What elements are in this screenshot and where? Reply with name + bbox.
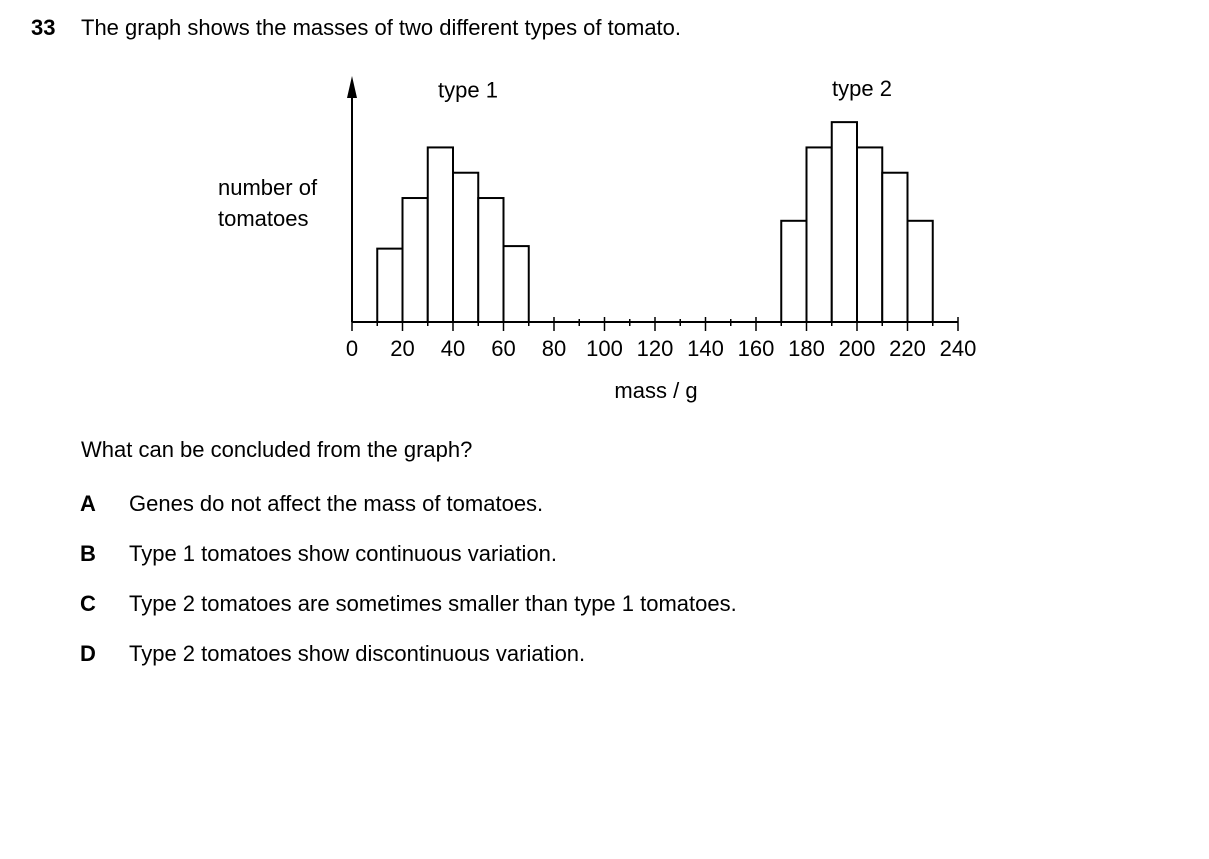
x-tick-label: 220 xyxy=(889,336,926,361)
histogram-bar xyxy=(403,198,428,322)
histogram-bar xyxy=(428,147,453,322)
y-axis-label: tomatoes xyxy=(218,206,309,231)
y-axis-label: number of xyxy=(218,175,318,200)
x-tick-label: 0 xyxy=(345,336,359,361)
x-tick-label: 180 xyxy=(788,336,825,361)
histogram-bar xyxy=(781,221,806,322)
histogram-bar xyxy=(882,173,907,322)
option-text: Type 1 tomatoes show continuous variation. xyxy=(129,541,558,566)
option-letter: B xyxy=(80,541,96,566)
question-prompt: What can be concluded from the graph? xyxy=(81,437,473,462)
x-tick-label: 140 xyxy=(687,336,724,361)
histogram-bar xyxy=(478,198,503,322)
x-tick-label: 200 xyxy=(838,336,876,361)
option-text: Type 2 tomatoes are sometimes smaller than type 1 tomatoes. xyxy=(129,591,737,616)
histogram-bar xyxy=(504,246,529,322)
histogram-chart xyxy=(0,0,1209,420)
option-letter: D xyxy=(80,641,96,666)
option-letter: C xyxy=(80,591,96,616)
histogram-bar xyxy=(453,173,478,322)
histogram-bar xyxy=(807,147,832,322)
x-axis-label: mass / g xyxy=(614,378,698,403)
option-text: Genes do not affect the mass of tomatoes. xyxy=(129,491,544,516)
x-tick-label: 60 xyxy=(491,336,516,361)
question-text: The graph shows the masses of two different types of tomato. xyxy=(81,15,682,40)
x-tick-label: 160 xyxy=(737,336,775,361)
x-tick-label: 80 xyxy=(541,336,567,361)
y-axis-arrow-icon xyxy=(347,76,357,98)
option-letter: A xyxy=(80,491,96,516)
series-label: type 1 xyxy=(438,77,498,103)
histogram-bar xyxy=(908,221,933,322)
question-number: 33 xyxy=(31,15,56,40)
x-tick-label: 100 xyxy=(586,336,623,361)
x-tick-label: 40 xyxy=(440,336,466,361)
histogram-bar xyxy=(832,122,857,322)
x-tick-label: 240 xyxy=(939,336,977,361)
x-tick-label: 20 xyxy=(390,336,415,361)
x-tick-label: 120 xyxy=(636,336,674,361)
histogram-bar xyxy=(857,147,882,322)
series-label: type 2 xyxy=(832,76,892,102)
histogram-bar xyxy=(377,249,402,322)
option-text: Type 2 tomatoes show discontinuous variation. xyxy=(129,641,586,666)
